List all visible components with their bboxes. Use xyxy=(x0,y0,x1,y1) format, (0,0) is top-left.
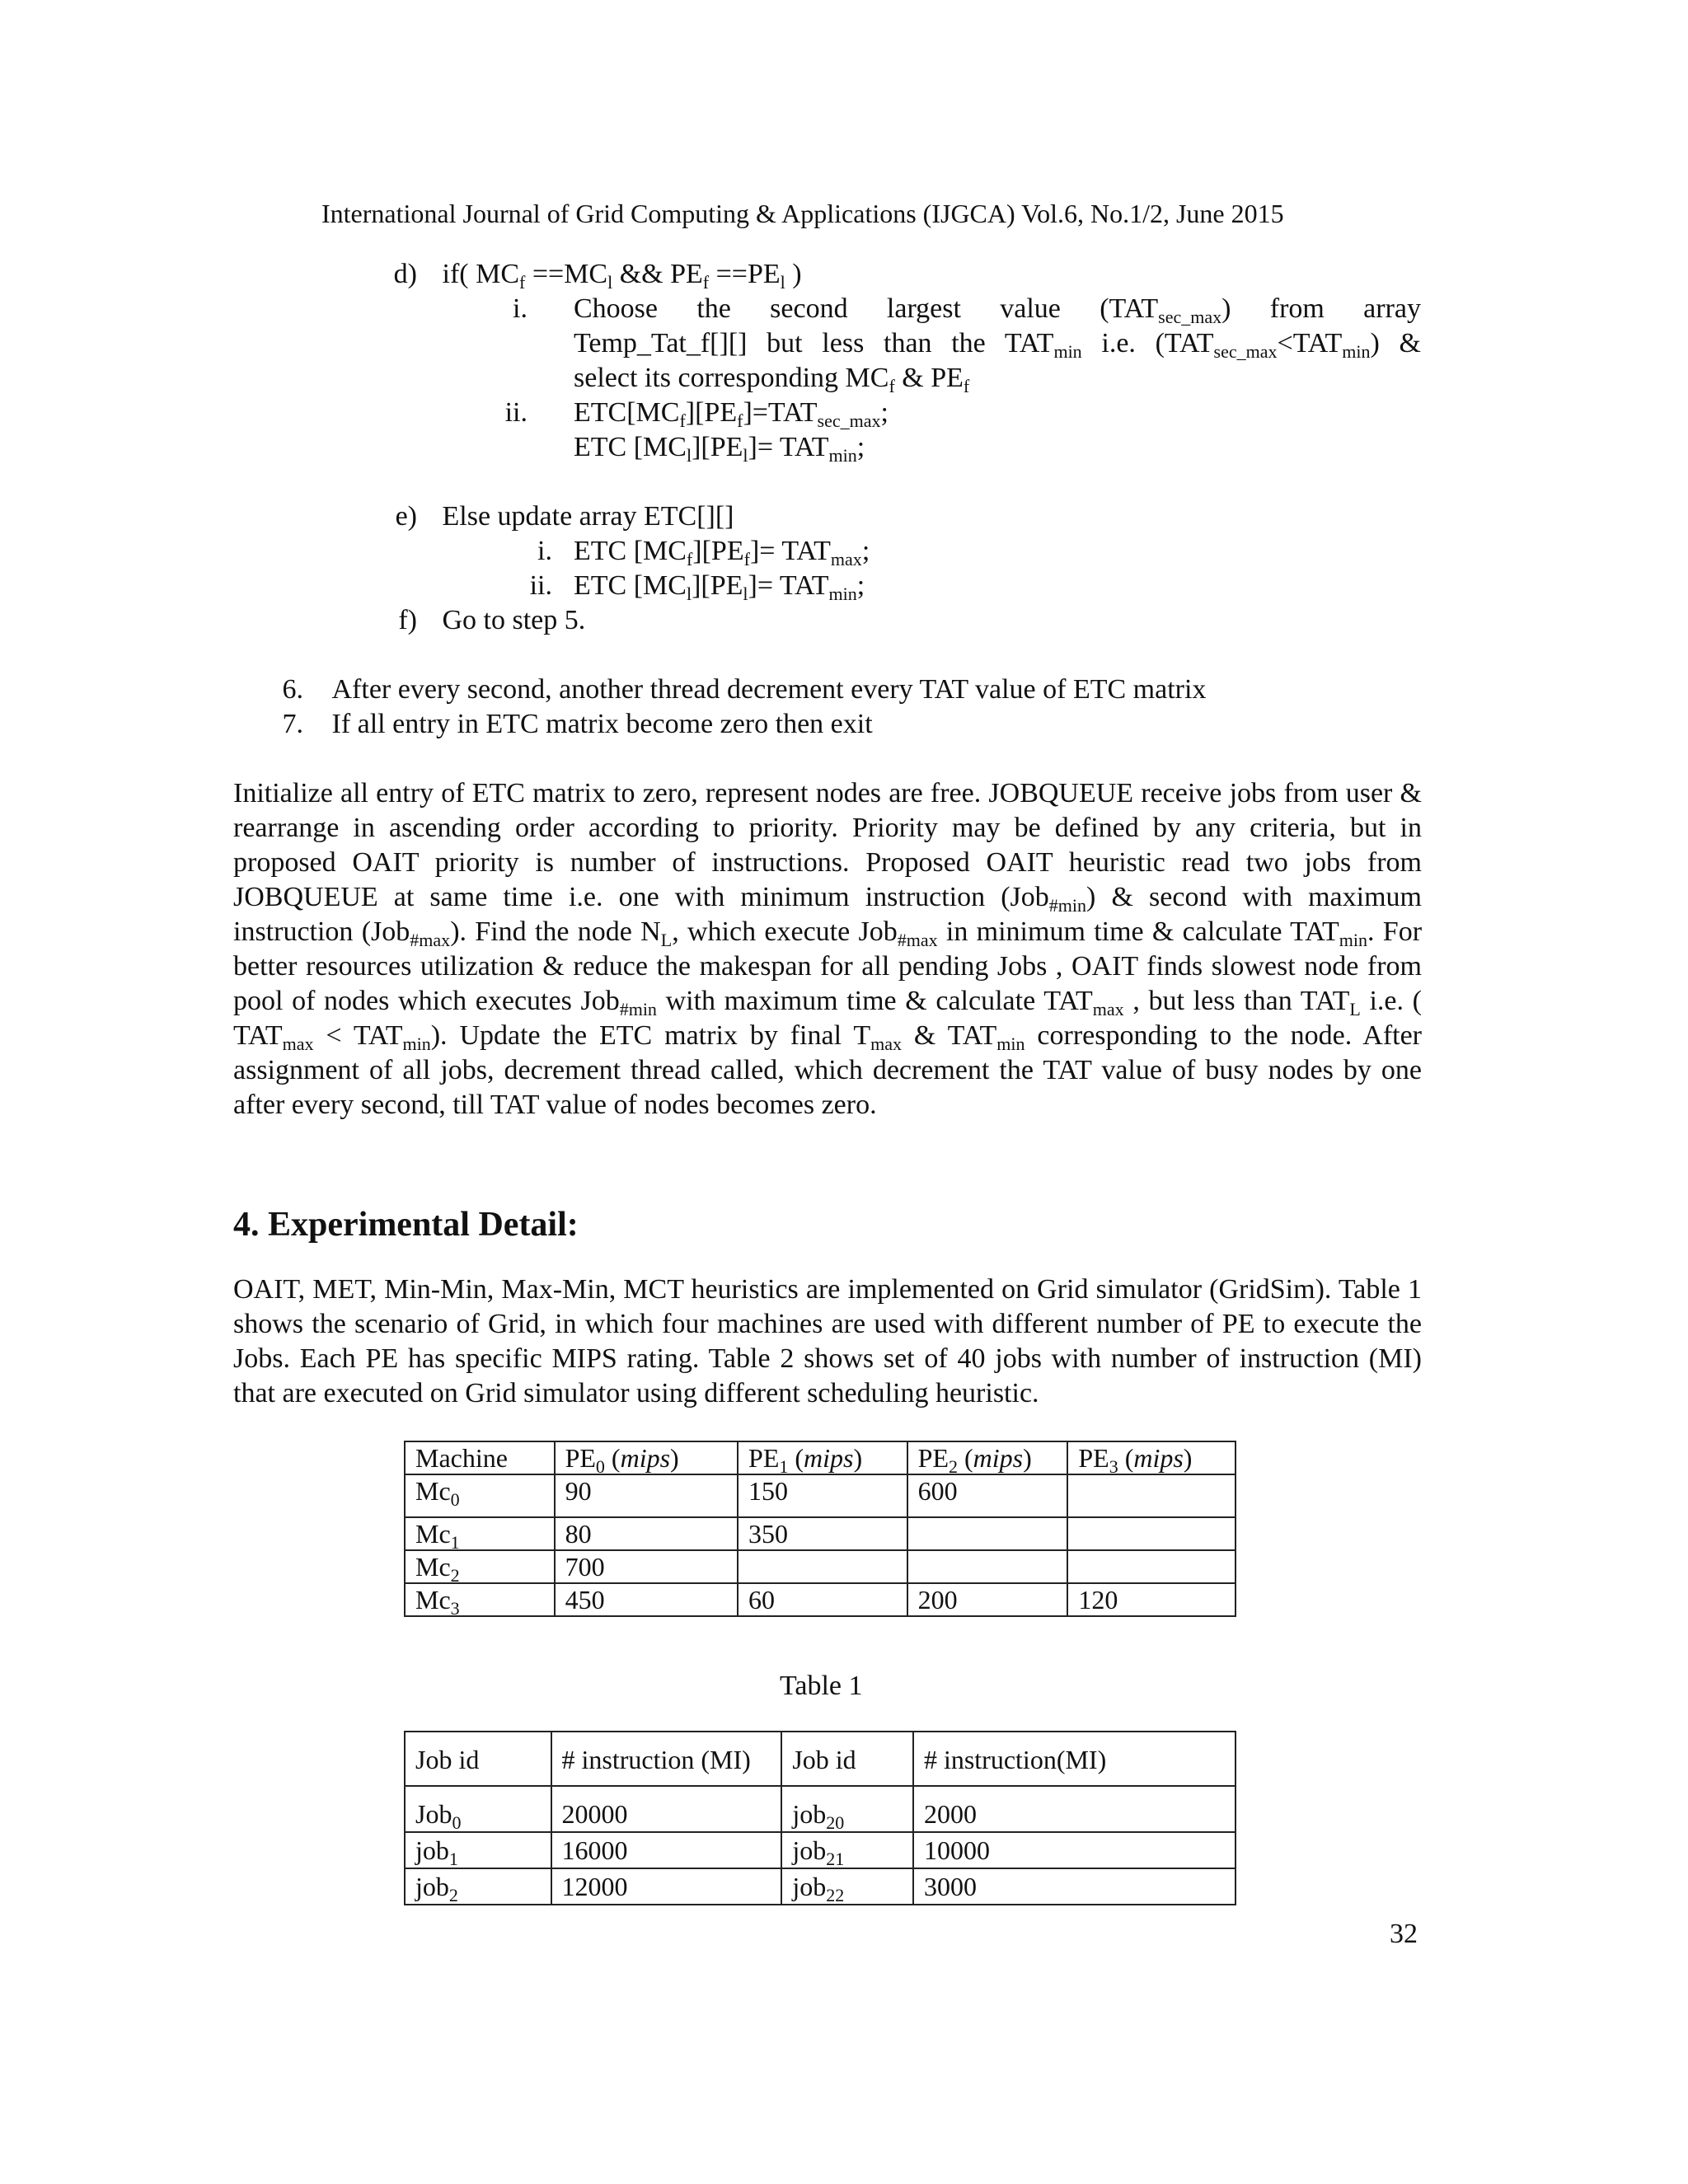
table-cell: $Mc_2$ xyxy=(405,1550,555,1583)
table-cell: $Mc_3$ xyxy=(405,1583,555,1616)
step-d-ii-label: ii. xyxy=(504,397,528,428)
table-header-row xyxy=(405,1441,1236,1474)
table-row xyxy=(405,1517,1236,1550)
table-header-row xyxy=(405,1732,1236,1786)
job-table xyxy=(404,1731,1236,1905)
table-cell: job$_2$ xyxy=(405,1868,551,1905)
table-header-cell: # instruction(MI) xyxy=(913,1732,1236,1786)
table-cell: 3000 xyxy=(913,1868,1236,1905)
step-text: If all entry in ETC matrix become zero then exit xyxy=(331,709,873,739)
body-paragraph: Initialize all entry of ETC matrix to zero, represent nodes are free. JOBQUEUE receive jobs from user & rearrange in ascending order according to priority. Priority may be defined by any criteria, but in proposed OAIT priority is number of instructions. Proposed OAIT heuristic read two jobs from JOBQUEUE at same time i.e. one with minimum instruction (Job$_{\#min}$) & second with maximum instruction (Job$_{\#max}$). Find the node $N_L$, which execute Job$_{\#max}$ in minimum time & calculate $TAT_{min}$. For better resources utilization & reduce the makespan for all pending Jobs , OAIT finds slowest node from pool of nodes which executes Job$_{\#min}$ with maximum time & calculate $TAT_{max}$ , but less than $TAT_L$ i.e. ( $TAT_{max} < TAT_{min}$). Update the ETC matrix by final $T_{max}$ & $TAT_{min}$ corresponding to the node. After assignment of all jobs, decrement thread called, which decrement the TAT value of busy nodes by one after every second, till TAT value of nodes becomes zero. xyxy=(233,778,1423,1120)
table-cell: Job$_0$ xyxy=(405,1786,551,1832)
table-cell: 60 xyxy=(738,1583,907,1616)
table-header-cell: Job id xyxy=(781,1732,913,1786)
table-header-cell: # instruction (MI) xyxy=(551,1732,782,1786)
table-cell: 200 xyxy=(907,1583,1068,1616)
machine-table xyxy=(404,1441,1236,1617)
table-caption: Table 1 xyxy=(780,1671,863,1701)
step-d-i-line: Choose the second largest value $(TAT_{sec\_max})$ from array xyxy=(574,293,1421,327)
step-e-ii-text: ETC $[MC_l][PE_l]= TAT_{min}$; xyxy=(574,570,865,604)
step-e xyxy=(391,499,734,534)
table-cell: 350 xyxy=(738,1517,907,1550)
table-cell: job$_{22}$ xyxy=(781,1868,913,1905)
step-d-i-line: select its corresponding $MC_f$ & $PE_f$ xyxy=(574,363,970,396)
step-label: e) xyxy=(395,501,417,532)
step-e-i-text: ETC $[MC_f][PE_f]= TAT_{max}$; xyxy=(574,536,870,569)
table-cell xyxy=(1067,1474,1236,1517)
table-row xyxy=(405,1786,1236,1832)
step-text: Go to step 5. xyxy=(442,605,586,635)
step-text: After every second, another thread decrement every TAT value of ETC matrix xyxy=(331,674,1207,705)
table-cell: $Mc_1$ xyxy=(405,1517,555,1550)
table-cell: 450 xyxy=(555,1583,738,1616)
table-cell: 20000 xyxy=(551,1786,782,1832)
step-text: if( $MC_f ==MC_l$ && $PE_f ==PE_l$ ) xyxy=(442,259,802,293)
table-header-cell: $PE_3$ (mips) xyxy=(1067,1441,1236,1474)
step-6 xyxy=(277,673,1206,707)
table-cell: 2000 xyxy=(913,1786,1236,1832)
table-cell: 700 xyxy=(555,1550,738,1583)
step-label: f) xyxy=(398,605,417,635)
section-heading: 4. Experimental Detail: xyxy=(233,1206,579,1244)
step-label: d) xyxy=(393,259,417,289)
table-cell xyxy=(907,1517,1068,1550)
table-header-cell: $PE_2$ (mips) xyxy=(907,1441,1068,1474)
table-cell: 600 xyxy=(907,1474,1068,1517)
table-cell xyxy=(1067,1550,1236,1583)
table-row xyxy=(405,1832,1236,1868)
step-d-ii-line: $ETC[MC_f][PE_f]=TAT_{sec\_max}$; xyxy=(574,397,889,431)
step-text: Else update array ETC[][] xyxy=(442,501,734,532)
table-header-cell: $PE_1$ (mips) xyxy=(738,1441,907,1474)
table-row xyxy=(405,1474,1236,1517)
step-d-i-label: i. xyxy=(513,293,528,324)
table-header-cell: Machine xyxy=(405,1441,555,1474)
table-cell: $Mc_0$ xyxy=(405,1474,555,1517)
table-row xyxy=(405,1583,1236,1616)
step-label: 6. xyxy=(282,674,303,705)
step-f xyxy=(391,603,585,638)
step-d-i-line: Temp_Tat_f[][] but less than the $TAT_{min}$ i.e. $(TAT_{sec\_max}<TAT_{min})$ & xyxy=(574,328,1421,362)
step-7 xyxy=(277,707,873,742)
table-cell: 80 xyxy=(555,1517,738,1550)
table-cell xyxy=(738,1550,907,1583)
table-cell: 16000 xyxy=(551,1832,782,1868)
table-cell: job$_1$ xyxy=(405,1832,551,1868)
step-e-i-label: i. xyxy=(537,536,552,566)
table-cell: 10000 xyxy=(913,1832,1236,1868)
table-cell: job$_{21}$ xyxy=(781,1832,913,1868)
step-d-ii-line: ETC $[MC_l][PE_l]= TAT_{min}$; xyxy=(574,432,865,466)
running-header: International Journal of Grid Computing & Applications (IJGCA) Vol.6, No.1/2, June 2015 xyxy=(321,199,1284,228)
table-cell xyxy=(1067,1517,1236,1550)
step-label: 7. xyxy=(282,709,303,739)
step-e-ii-label: ii. xyxy=(529,570,552,601)
table-row xyxy=(405,1550,1236,1583)
table-cell: 150 xyxy=(738,1474,907,1517)
table-cell xyxy=(907,1550,1068,1583)
page-number: 32 xyxy=(1390,1919,1418,1949)
step-d xyxy=(391,257,802,292)
table-cell: job$_{20}$ xyxy=(781,1786,913,1832)
table-cell: 120 xyxy=(1067,1583,1236,1616)
body-paragraph: OAIT, MET, Min-Min, Max-Min, MCT heuristics are implemented on Grid simulator (GridSim). Table 1 shows the scenario of Grid, in which four machines are used with different number of PE to execute the Jobs. Each PE has specific MIPS rating. Table 2 shows set of 40 jobs with number of instruction (MI) that are executed on Grid simulator using different scheduling heuristic. xyxy=(233,1274,1422,1408)
table-row xyxy=(405,1868,1236,1905)
table-header-cell: Job id xyxy=(405,1732,551,1786)
table-cell: 12000 xyxy=(551,1868,782,1905)
table-header-cell: $PE_0$ (mips) xyxy=(555,1441,738,1474)
table-cell: 90 xyxy=(555,1474,738,1517)
